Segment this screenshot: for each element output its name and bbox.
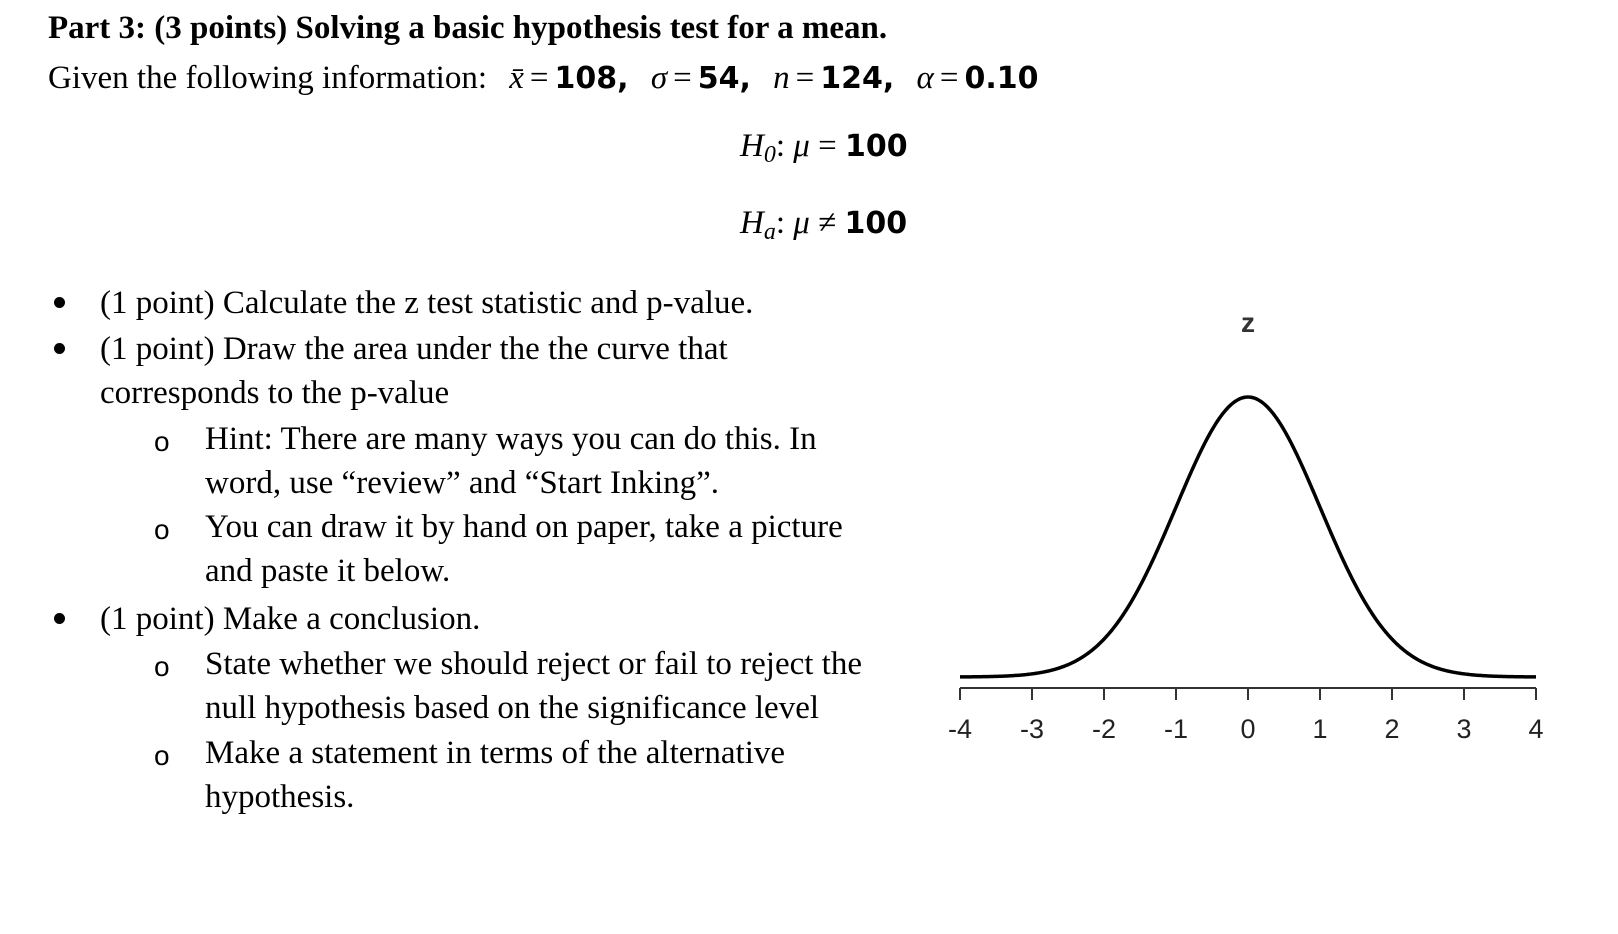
sub-list-item: State whether we should reject or fail to reject the bbox=[205, 646, 862, 682]
ha-label: H bbox=[740, 205, 764, 241]
sub-bullet-icon: o bbox=[154, 426, 170, 457]
sub-list-item-continuation: and paste it below. bbox=[205, 553, 451, 589]
x-tick-label: -1 bbox=[1163, 714, 1189, 744]
h0-subscript: 0 bbox=[763, 142, 776, 168]
x-tick-label: 4 bbox=[1528, 714, 1544, 744]
h0-value: 100 bbox=[844, 129, 908, 164]
bullet-icon bbox=[54, 613, 65, 624]
sub-list-item: Make a statement in terms of the alternative bbox=[205, 735, 786, 771]
list-item: (1 point) Calculate the z test statistic and p-value. bbox=[100, 285, 754, 321]
sub-list-item: You can draw it by hand on paper, take a picture bbox=[205, 509, 843, 545]
x-tick-label: 1 bbox=[1312, 714, 1328, 744]
sigma-value: 54, bbox=[697, 61, 751, 96]
ha-subscript: a bbox=[763, 219, 776, 245]
xbar-symbol: x̄ bbox=[509, 60, 524, 96]
list-item: (1 point) Draw the area under the the curve that bbox=[100, 331, 728, 367]
n-value: 124, bbox=[820, 61, 895, 96]
part-heading: Part 3: (3 points) Solving a basic hypothesis test for a mean. bbox=[48, 10, 888, 46]
x-tick-label: 2 bbox=[1384, 714, 1400, 744]
h0-label: H bbox=[740, 128, 764, 164]
given-prefix: Given the following information: bbox=[48, 60, 488, 96]
bullet-icon bbox=[54, 343, 65, 354]
x-tick-label: -4 bbox=[947, 714, 973, 744]
h0-operator: = bbox=[818, 128, 837, 164]
ha-mu: μ bbox=[793, 205, 810, 241]
x-tick-label: 0 bbox=[1240, 714, 1256, 744]
sub-list-item-continuation: word, use “review” and “Start Inking”. bbox=[205, 465, 720, 501]
xbar-value: 108, bbox=[554, 61, 629, 96]
sub-bullet-icon: o bbox=[154, 514, 170, 545]
n-symbol: n bbox=[773, 60, 790, 96]
h0-mu: μ bbox=[793, 128, 810, 164]
list-item-continuation: corresponds to the p-value bbox=[100, 375, 450, 411]
sub-bullet-icon: o bbox=[154, 740, 170, 771]
alternative-hypothesis: $H_a$: μ ≠ 100 bbox=[740, 205, 908, 245]
sigma-symbol: σ bbox=[650, 60, 668, 96]
sub-list-item: Hint: There are many ways you can do this. In bbox=[205, 421, 817, 457]
x-tick-label: -3 bbox=[1019, 714, 1045, 744]
x-tick-label: 3 bbox=[1456, 714, 1472, 744]
density-curve bbox=[960, 397, 1536, 677]
null-hypothesis: $H_0$: μ = 100 bbox=[740, 128, 908, 168]
chart-title: z bbox=[1241, 307, 1255, 338]
alpha-symbol: α bbox=[916, 60, 934, 96]
alpha-value: 0.10 bbox=[964, 61, 1039, 96]
sub-bullet-icon: o bbox=[154, 651, 170, 682]
x-tick-label: -2 bbox=[1091, 714, 1117, 744]
sub-list-item-continuation: null hypothesis based on the significance level bbox=[205, 690, 820, 726]
given-info: Given the following information: x̄ = 108, σ = 54, n = 124, α = 0.10 bbox=[48, 60, 1039, 96]
ha-value: 100 bbox=[844, 206, 908, 241]
ha-operator: ≠ bbox=[818, 205, 837, 241]
normal-curve-chart bbox=[947, 300, 1600, 800]
sub-list-item-continuation: hypothesis. bbox=[205, 779, 355, 815]
normal-curve-figure bbox=[947, 300, 1600, 800]
bullet-icon bbox=[54, 297, 65, 308]
x-axis-ticks bbox=[948, 688, 1544, 744]
list-item: (1 point) Make a conclusion. bbox=[100, 601, 481, 637]
